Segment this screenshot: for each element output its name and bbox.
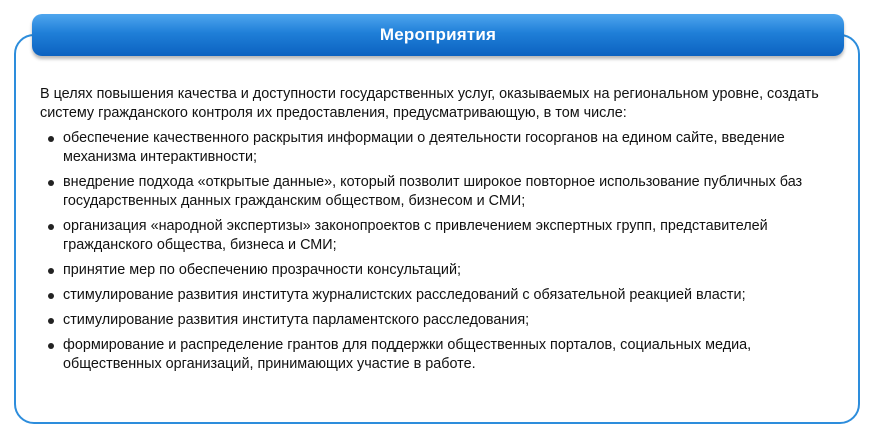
list-item (40, 173, 852, 211)
title-banner (32, 14, 844, 56)
banner-title: Мероприятия (379, 25, 497, 44)
measures-list (40, 129, 852, 374)
list-item-text: обеспечение качественного раскрытия информации о деятельности госорганов на едином сайте, введение механизма интерактивности; (63, 130, 785, 165)
list-item-text: внедрение подхода «открытые данные», который позволит широкое повторное использование публичных баз государственных данных гражданским обществом, бизнесом и СМИ; (63, 174, 803, 209)
bullet-icon (48, 224, 54, 230)
list-item (40, 286, 852, 305)
intro-paragraph: В целях повышения качества и доступности государственных услуг, оказываемых на региональном уровне, создать систему гражданского контроля их предоставления, предусматривающую, в том числе: (40, 86, 819, 121)
list-item (40, 217, 852, 255)
list-item (40, 311, 852, 330)
content-body (40, 85, 852, 380)
list-item (40, 261, 852, 280)
list-item-text: стимулирование развития института журналистских расследований с обязательной реакцией власти; (63, 287, 746, 303)
list-item-text: формирование и распределение грантов для поддержки общественных порталов, социальных медиа, общественных организаций, принимающих участие в работе. (63, 337, 752, 372)
list-item-text: стимулирование развития института парламентского расследования; (63, 312, 530, 328)
list-item (40, 336, 852, 374)
bullet-icon (48, 136, 54, 142)
list-item-text: организация «народной экспертизы» законопроектов с привлечением экспертных групп, представителей гражданского общества, бизнеса и СМИ; (63, 218, 768, 253)
bullet-icon (48, 343, 54, 349)
list-item (40, 129, 852, 167)
bullet-icon (48, 318, 54, 324)
bullet-icon (48, 180, 54, 186)
bullet-icon (48, 293, 54, 299)
list-item-text: принятие мер по обеспечению прозрачности консультаций; (63, 262, 461, 278)
bullet-icon (48, 268, 54, 274)
